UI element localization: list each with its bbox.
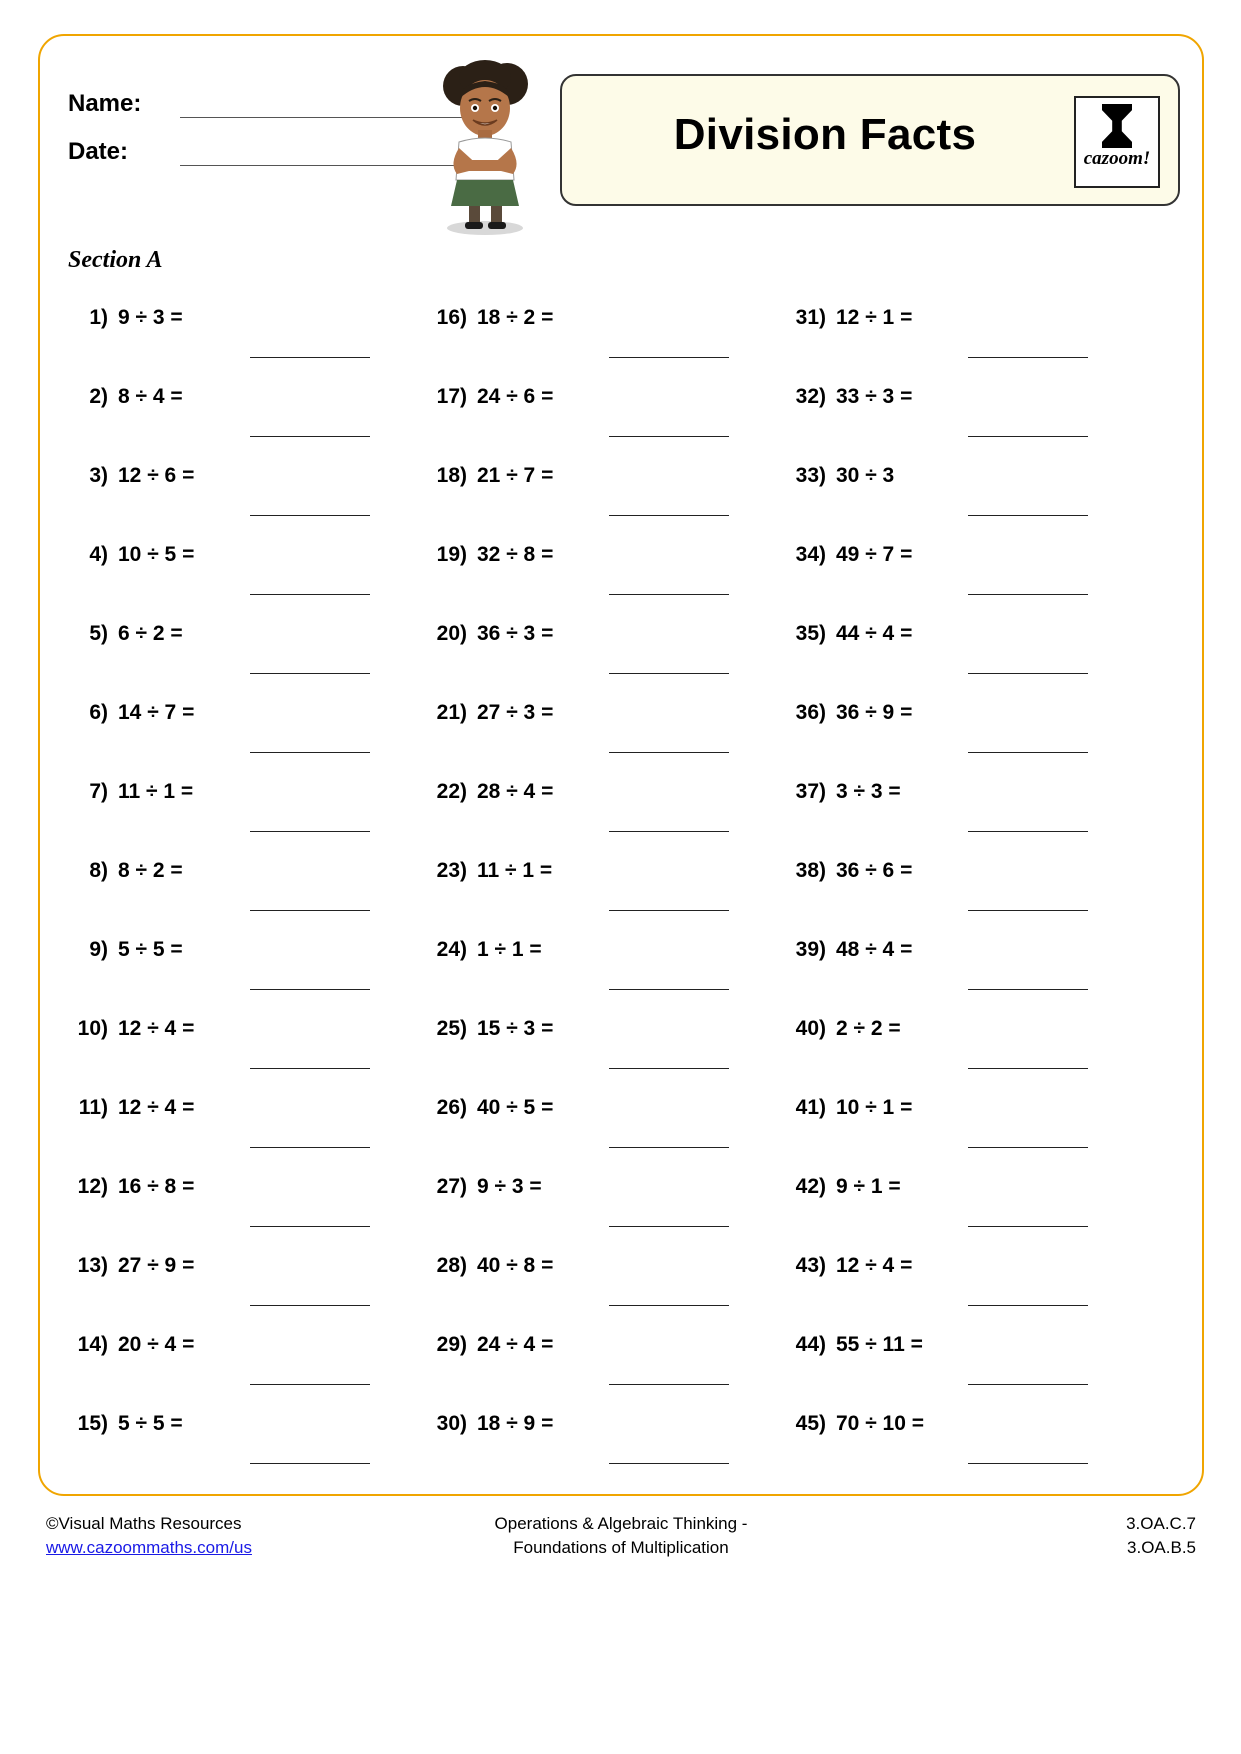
- question-number: 14): [77, 1333, 108, 1356]
- question-item: [419, 458, 756, 537]
- answer-line[interactable]: [250, 830, 370, 832]
- answer-line[interactable]: [968, 1383, 1088, 1385]
- answer-line[interactable]: [609, 1383, 729, 1385]
- question-text: 10 ÷ 5 =: [118, 543, 195, 566]
- question-number: 35): [795, 622, 826, 645]
- question-number: 29): [436, 1333, 467, 1356]
- question-text: 44 ÷ 4 =: [836, 622, 913, 645]
- question-number: 11): [78, 1096, 108, 1119]
- question-item: [60, 695, 397, 774]
- answer-line[interactable]: [609, 356, 729, 358]
- question-number: 18): [436, 464, 467, 487]
- question-number: 26): [436, 1096, 467, 1119]
- question-text: 18 ÷ 9 =: [477, 1412, 554, 1435]
- answer-line[interactable]: [968, 672, 1088, 674]
- question-text: 9 ÷ 3 =: [118, 306, 183, 329]
- answer-line[interactable]: [609, 1225, 729, 1227]
- question-item: [778, 1248, 1115, 1327]
- section-heading: Section A: [68, 247, 163, 273]
- question-item: [60, 458, 397, 537]
- question-text: 14 ÷ 7 =: [118, 701, 195, 724]
- standard-code-1: 3.OA.C.7: [1126, 1514, 1196, 1533]
- answer-line[interactable]: [250, 672, 370, 674]
- question-item: [419, 616, 756, 695]
- question-text: 2 ÷ 2 =: [836, 1017, 901, 1040]
- question-item: [419, 300, 756, 379]
- question-item: [419, 1406, 756, 1485]
- answer-line[interactable]: [609, 1067, 729, 1069]
- question-item: [778, 1169, 1115, 1248]
- answer-line[interactable]: [250, 909, 370, 911]
- answer-line[interactable]: [968, 830, 1088, 832]
- question-item: [778, 300, 1115, 379]
- question-item: [60, 1169, 397, 1248]
- question-item: [60, 932, 397, 1011]
- question-text: 10 ÷ 1 =: [836, 1096, 913, 1119]
- answer-line[interactable]: [968, 1462, 1088, 1464]
- question-text: 21 ÷ 7 =: [477, 464, 554, 487]
- question-text: 12 ÷ 4 =: [118, 1096, 195, 1119]
- answer-line[interactable]: [250, 435, 370, 437]
- answer-line[interactable]: [968, 1304, 1088, 1306]
- question-text: 36 ÷ 9 =: [836, 701, 913, 724]
- question-text: 5 ÷ 5 =: [118, 938, 183, 961]
- question-item: [60, 537, 397, 616]
- question-number: 2): [89, 385, 108, 408]
- question-item: [419, 932, 756, 1011]
- question-text: 32 ÷ 8 =: [477, 543, 554, 566]
- answer-line[interactable]: [968, 751, 1088, 753]
- website-link[interactable]: www.cazoommaths.com/us: [46, 1538, 252, 1557]
- question-item: [419, 1169, 756, 1248]
- cazoom-logo: [1074, 96, 1160, 188]
- question-number: 25): [436, 1017, 467, 1040]
- question-text: 12 ÷ 1 =: [836, 306, 913, 329]
- question-text: 40 ÷ 5 =: [477, 1096, 554, 1119]
- answer-line[interactable]: [609, 909, 729, 911]
- date-label: Date:: [68, 138, 129, 165]
- answer-line[interactable]: [609, 514, 729, 516]
- logo-text: cazoom!: [1083, 148, 1151, 169]
- question-number: 16): [436, 306, 467, 329]
- question-number: 22): [436, 780, 467, 803]
- question-text: 5 ÷ 5 =: [118, 1412, 183, 1435]
- question-item: [419, 853, 756, 932]
- question-text: 11 ÷ 1 =: [118, 780, 194, 803]
- answer-line[interactable]: [968, 356, 1088, 358]
- answer-line[interactable]: [968, 1225, 1088, 1227]
- question-text: 9 ÷ 1 =: [836, 1175, 901, 1198]
- question-text: 36 ÷ 3 =: [477, 622, 554, 645]
- title-box: [560, 74, 1180, 206]
- question-number: 31): [795, 306, 826, 329]
- worksheet-header: [60, 56, 1180, 216]
- question-number: 38): [795, 859, 826, 882]
- name-label: Name:: [68, 90, 142, 117]
- answer-line[interactable]: [250, 1225, 370, 1227]
- question-item: [778, 379, 1115, 458]
- question-number: 8): [89, 859, 108, 882]
- question-number: 19): [436, 543, 467, 566]
- question-number: 15): [77, 1412, 108, 1435]
- hourglass-icon: [1102, 104, 1132, 148]
- question-item: [60, 300, 397, 379]
- question-number: 36): [795, 701, 826, 724]
- question-item: [60, 1406, 397, 1485]
- question-item: [778, 1406, 1115, 1485]
- question-column-3: [778, 300, 1115, 1485]
- answer-line[interactable]: [609, 830, 729, 832]
- question-item: [778, 774, 1115, 853]
- question-text: 33 ÷ 3 =: [836, 385, 913, 408]
- question-number: 13): [77, 1254, 108, 1277]
- question-text: 12 ÷ 4 =: [836, 1254, 913, 1277]
- question-text: 55 ÷ 11 =: [836, 1333, 923, 1356]
- question-item: [778, 616, 1115, 695]
- question-number: 39): [795, 938, 826, 961]
- question-number: 28): [436, 1254, 467, 1277]
- question-text: 12 ÷ 4 =: [118, 1017, 195, 1040]
- answer-line[interactable]: [609, 435, 729, 437]
- question-number: 3): [89, 464, 108, 487]
- question-item: [778, 1090, 1115, 1169]
- question-item: [778, 458, 1115, 537]
- standard-description-line1: Operations & Algebraic Thinking -: [494, 1514, 748, 1533]
- question-text: 9 ÷ 3 =: [477, 1175, 542, 1198]
- answer-line[interactable]: [609, 593, 729, 595]
- standard-code-2: 3.OA.B.5: [1127, 1538, 1196, 1557]
- question-number: 23): [436, 859, 467, 882]
- answer-line[interactable]: [250, 514, 370, 516]
- question-item: [419, 695, 756, 774]
- question-number: 27): [436, 1175, 467, 1198]
- answer-line[interactable]: [250, 1067, 370, 1069]
- student-info-block: [68, 84, 468, 180]
- question-number: 1): [89, 306, 108, 329]
- question-number: 37): [795, 780, 826, 803]
- answer-line[interactable]: [968, 988, 1088, 990]
- answer-line[interactable]: [609, 1304, 729, 1306]
- answer-line[interactable]: [250, 356, 370, 358]
- question-text: 18 ÷ 2 =: [477, 306, 554, 329]
- question-item: [778, 932, 1115, 1011]
- question-text: 30 ÷ 3: [836, 464, 895, 487]
- date-field-row: [68, 132, 468, 166]
- question-text: 8 ÷ 4 =: [118, 385, 183, 408]
- question-number: 6): [89, 701, 108, 724]
- question-number: 5): [89, 622, 108, 645]
- question-item: [419, 1327, 756, 1406]
- question-item: [419, 1090, 756, 1169]
- footer-right: [1126, 1512, 1196, 1560]
- answer-line[interactable]: [968, 593, 1088, 595]
- question-number: 45): [795, 1412, 826, 1435]
- question-text: 12 ÷ 6 =: [118, 464, 195, 487]
- page-title: Division Facts: [673, 110, 977, 159]
- question-text: 3 ÷ 3 =: [836, 780, 901, 803]
- worksheet-footer: [38, 1506, 1204, 1586]
- question-text: 6 ÷ 2 =: [118, 622, 183, 645]
- question-text: 48 ÷ 4 =: [836, 938, 913, 961]
- question-text: 36 ÷ 6 =: [836, 859, 913, 882]
- answer-line[interactable]: [250, 1462, 370, 1464]
- answer-line[interactable]: [250, 593, 370, 595]
- question-number: 42): [795, 1175, 826, 1198]
- question-item: [419, 1011, 756, 1090]
- question-text: 24 ÷ 6 =: [477, 385, 554, 408]
- question-number: 33): [795, 464, 826, 487]
- answer-line[interactable]: [968, 1146, 1088, 1148]
- question-item: [778, 853, 1115, 932]
- question-number: 21): [436, 701, 467, 724]
- question-number: 24): [436, 938, 467, 961]
- footer-center: [38, 1512, 1204, 1560]
- student-illustration-icon: [415, 56, 555, 236]
- copyright-text: ©Visual Maths Resources: [46, 1514, 242, 1533]
- answer-line[interactable]: [250, 751, 370, 753]
- question-text: 40 ÷ 8 =: [477, 1254, 554, 1277]
- question-number: 32): [795, 385, 826, 408]
- question-text: 20 ÷ 4 =: [118, 1333, 195, 1356]
- question-number: 17): [436, 385, 467, 408]
- question-item: [60, 774, 397, 853]
- standard-description-line2: Foundations of Multiplication: [513, 1538, 729, 1557]
- question-number: 9): [89, 938, 108, 961]
- answer-line[interactable]: [609, 672, 729, 674]
- answer-line[interactable]: [968, 435, 1088, 437]
- question-text: 24 ÷ 4 =: [477, 1333, 554, 1356]
- question-item: [419, 379, 756, 458]
- question-text: 8 ÷ 2 =: [118, 859, 183, 882]
- question-number: 4): [89, 543, 108, 566]
- question-item: [778, 1011, 1115, 1090]
- answer-line[interactable]: [250, 1304, 370, 1306]
- question-number: 44): [795, 1333, 826, 1356]
- answer-line[interactable]: [968, 514, 1088, 516]
- question-text: 15 ÷ 3 =: [477, 1017, 554, 1040]
- answer-line[interactable]: [609, 751, 729, 753]
- question-item: [60, 1011, 397, 1090]
- answer-line[interactable]: [609, 988, 729, 990]
- question-column-2: [419, 300, 756, 1485]
- question-number: 12): [77, 1175, 108, 1198]
- answer-line[interactable]: [250, 988, 370, 990]
- question-number: 20): [436, 622, 467, 645]
- question-item: [419, 1248, 756, 1327]
- question-item: [60, 853, 397, 932]
- answer-line[interactable]: [609, 1146, 729, 1148]
- questions-grid: [60, 300, 1190, 1485]
- question-text: 1 ÷ 1 =: [477, 938, 542, 961]
- question-text: 27 ÷ 3 =: [477, 701, 554, 724]
- question-item: [60, 1090, 397, 1169]
- answer-line[interactable]: [968, 909, 1088, 911]
- question-number: 43): [795, 1254, 826, 1277]
- question-text: 49 ÷ 7 =: [836, 543, 913, 566]
- answer-line[interactable]: [968, 1067, 1088, 1069]
- question-text: 27 ÷ 9 =: [118, 1254, 195, 1277]
- name-field-row: [68, 84, 468, 118]
- question-item: [60, 616, 397, 695]
- question-text: 28 ÷ 4 =: [477, 780, 554, 803]
- question-text: 16 ÷ 8 =: [118, 1175, 195, 1198]
- question-item: [778, 537, 1115, 616]
- question-number: 10): [77, 1017, 108, 1040]
- question-column-1: [60, 300, 397, 1485]
- question-item: [60, 379, 397, 458]
- answer-line[interactable]: [250, 1383, 370, 1385]
- question-item: [60, 1327, 397, 1406]
- question-item: [419, 537, 756, 616]
- question-number: 41): [795, 1096, 826, 1119]
- question-item: [60, 1248, 397, 1327]
- question-number: 7): [89, 780, 108, 803]
- answer-line[interactable]: [609, 1462, 729, 1464]
- question-number: 30): [436, 1412, 467, 1435]
- question-item: [419, 774, 756, 853]
- question-number: 34): [795, 543, 826, 566]
- question-item: [778, 1327, 1115, 1406]
- question-text: 70 ÷ 10 =: [836, 1412, 925, 1435]
- answer-line[interactable]: [250, 1146, 370, 1148]
- question-text: 11 ÷ 1 =: [477, 859, 553, 882]
- question-item: [778, 695, 1115, 774]
- question-number: 40): [795, 1017, 826, 1040]
